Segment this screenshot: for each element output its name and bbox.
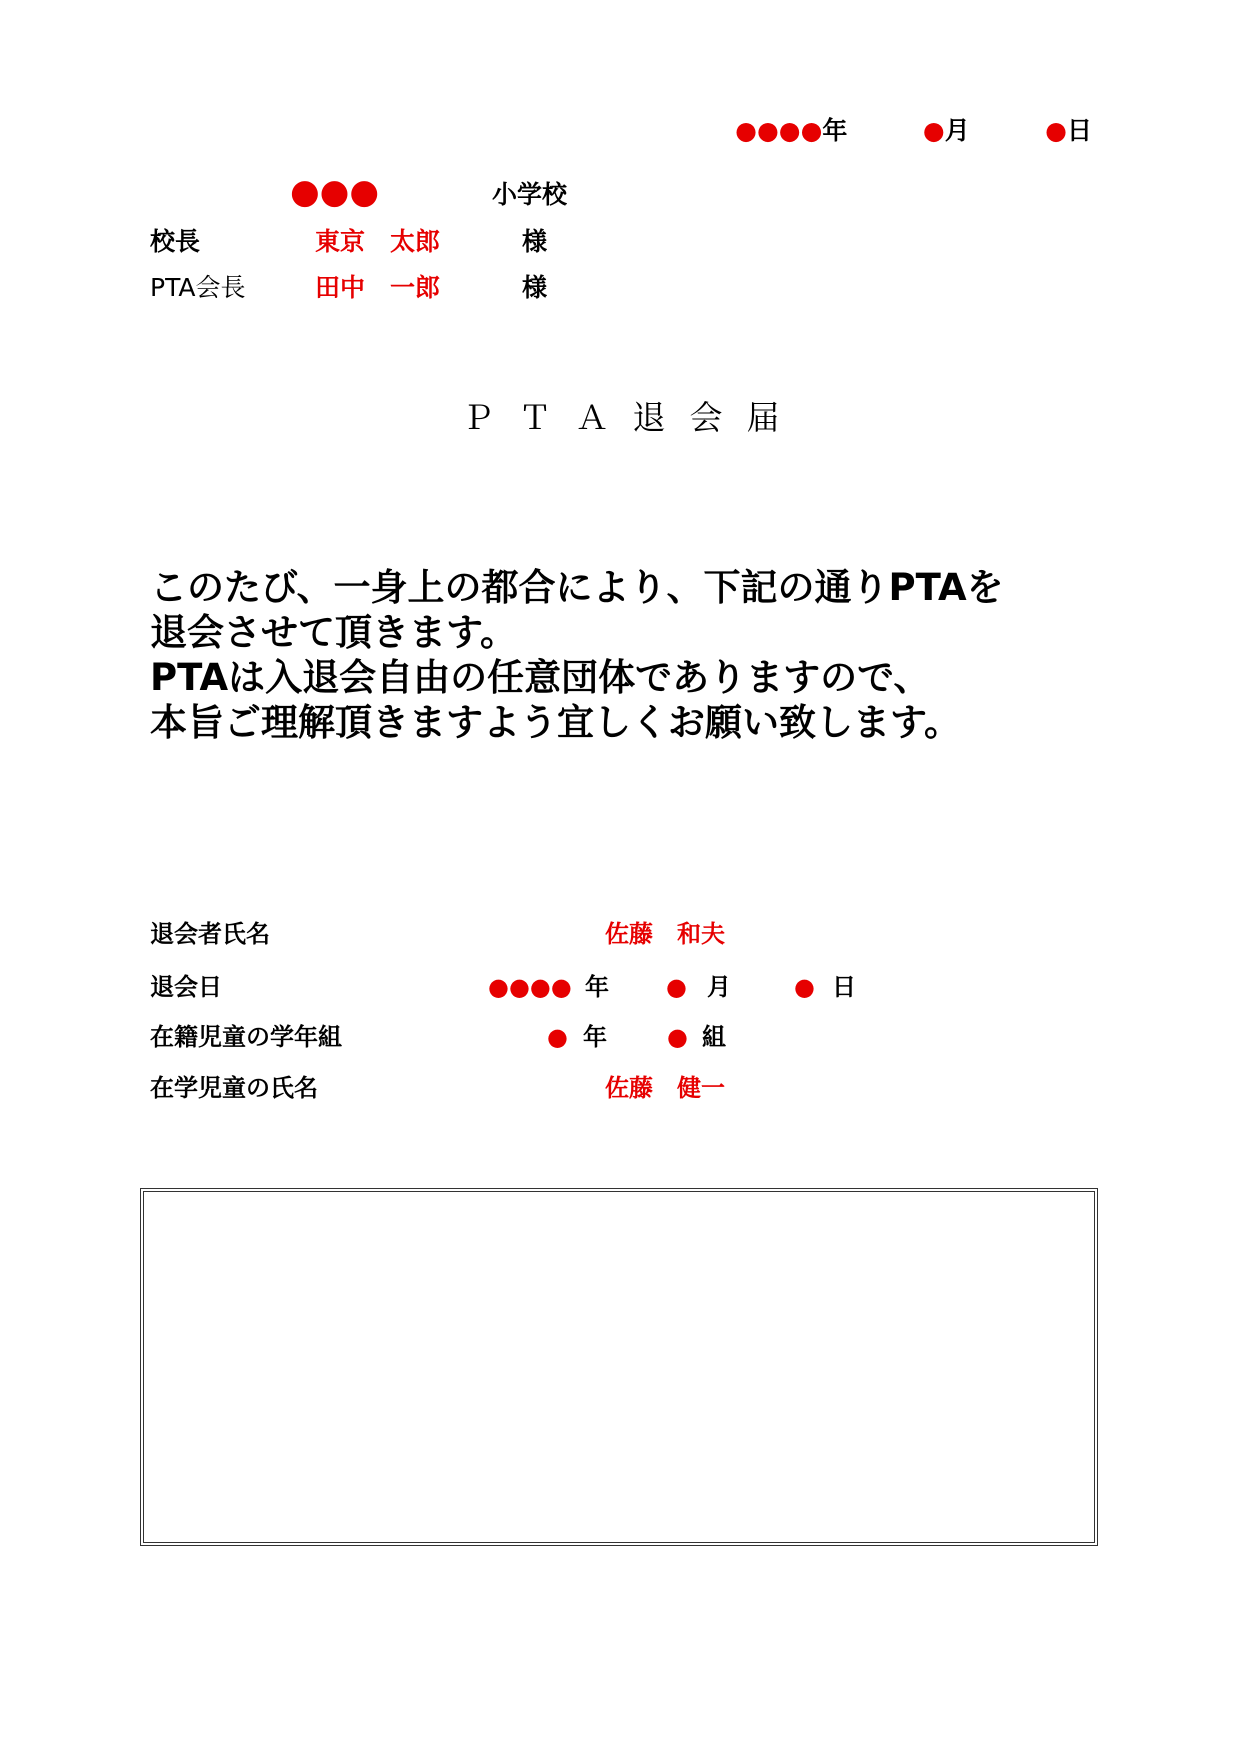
class-unit: 組 <box>702 1023 726 1051</box>
withdrawal-day-mark: ● <box>794 973 815 1001</box>
header-year-mark: ●●●● <box>735 116 823 145</box>
body-line: 退会させて頂きます。 <box>150 611 518 654</box>
remarks-box <box>140 1188 1098 1546</box>
header-day-unit: 日 <box>1066 116 1092 145</box>
header-day-mark: ● <box>1045 116 1067 145</box>
pta-chair-honorific: 様 <box>522 273 548 302</box>
withdrawal-month-mark: ● <box>666 973 687 1001</box>
body-text <box>150 565 1004 745</box>
school-name-mark: ●●● <box>290 172 380 212</box>
body-line: 本旨ご理解頂きますよう宜しくお願い致します。 <box>150 701 962 744</box>
withdrawal-year-mark: ●●●● <box>488 973 572 1001</box>
withdrawal-year-unit: 年 <box>585 973 609 1001</box>
header-month-unit: 月 <box>944 116 970 145</box>
principal-title: 校長 <box>150 227 201 256</box>
header-date <box>735 116 1092 146</box>
withdrawal-month-unit: 月 <box>707 973 731 1001</box>
school-type: 小学校 <box>492 180 568 209</box>
body-line: PTAは入退会自由の任意団体でありますので、 <box>150 656 931 699</box>
principal-name: 東京 太郎 <box>315 227 441 256</box>
withdrawal-day-unit: 日 <box>832 973 856 1001</box>
principal-honorific: 様 <box>522 227 548 256</box>
class-mark: ● <box>667 1023 688 1051</box>
member-name-label: 退会者氏名 <box>150 920 270 948</box>
withdrawal-date-label: 退会日 <box>150 973 222 1001</box>
child-name: 佐藤 健一 <box>605 1074 725 1102</box>
pta-chair-name: 田中 一郎 <box>315 273 441 302</box>
body-line: このたび、一身上の都合により、下記の通りPTAを <box>150 566 1004 609</box>
header-year-unit: 年 <box>822 116 848 145</box>
document-title: ＰＴＡ退会届 <box>461 398 804 437</box>
pta-chair-title: PTA会長 <box>150 273 246 302</box>
child-name-label: 在学児童の氏名 <box>150 1074 318 1102</box>
header-month-mark: ● <box>922 116 945 145</box>
grade-mark: ● <box>547 1023 568 1051</box>
grade-class-label: 在籍児童の学年組 <box>150 1023 342 1051</box>
member-name: 佐藤 和夫 <box>605 920 725 948</box>
grade-unit: 年 <box>583 1023 607 1051</box>
